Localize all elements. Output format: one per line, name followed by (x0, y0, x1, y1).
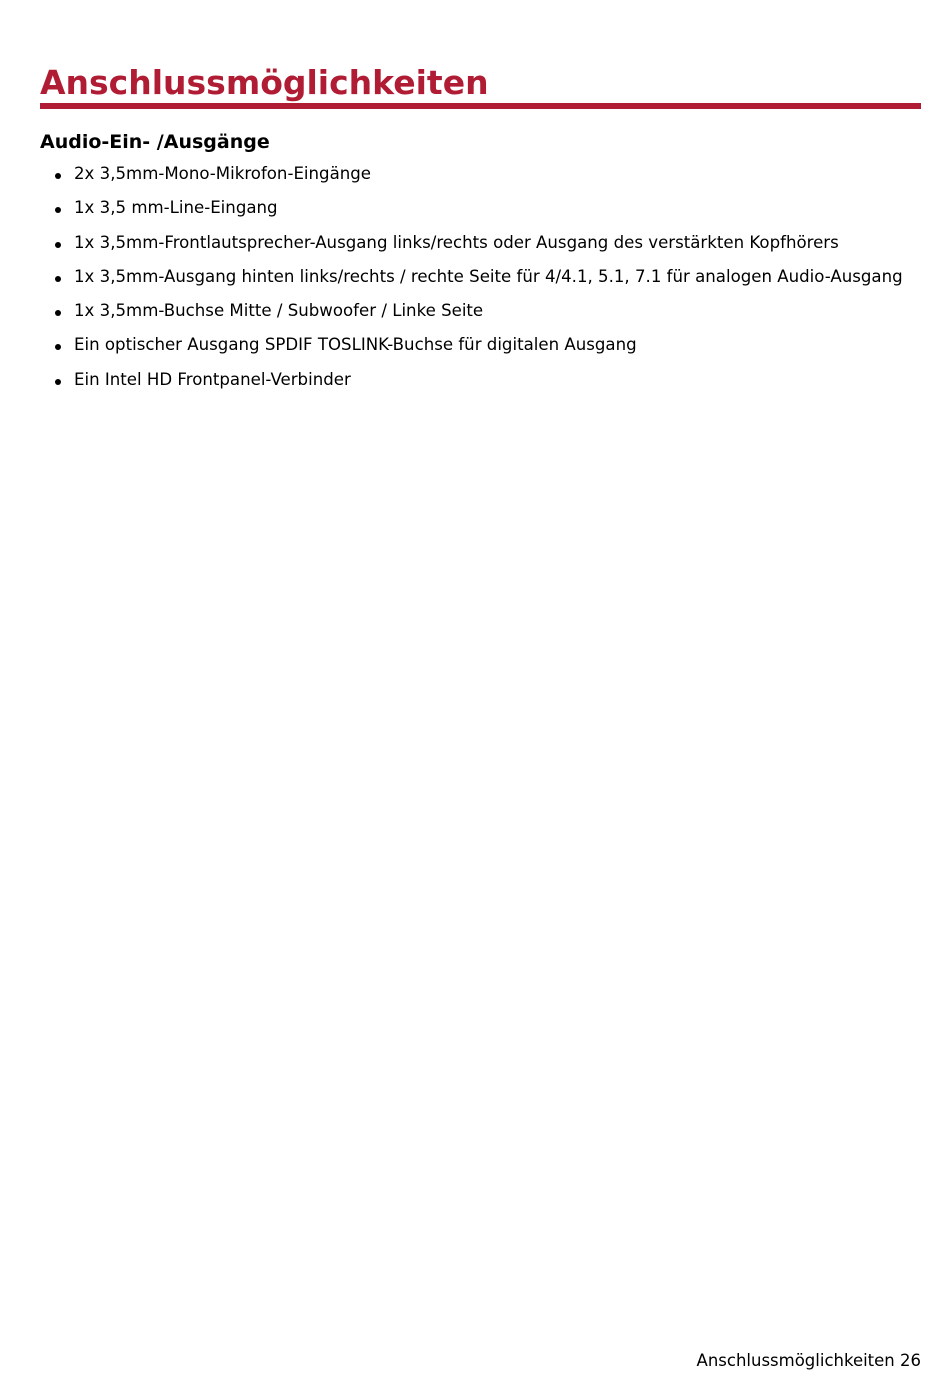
list-item (40, 332, 930, 366)
list-item-text: 1x 3,5mm-Frontlautsprecher-Ausgang links/rechts oder Ausgang des verstärkten Kopfhörers (74, 232, 839, 252)
bullet-icon (55, 344, 61, 350)
section-heading: Audio-Ein- /Ausgänge (40, 131, 270, 153)
bullet-icon (55, 276, 61, 282)
page-title: Anschlussmöglichkeiten (40, 63, 489, 102)
bullet-icon (55, 310, 61, 316)
list-item-text: 1x 3,5 mm-Line-Eingang (74, 198, 278, 218)
feature-list (40, 161, 930, 401)
list-item (40, 230, 930, 264)
list-item-text: Ein Intel HD Frontpanel-Verbinder (74, 369, 351, 389)
page-footer: Anschlussmöglichkeiten 26 (696, 1351, 921, 1370)
bullet-icon (55, 242, 61, 248)
list-item-text: 1x 3,5mm-Ausgang hinten links/rechts / rechte Seite für 4/4.1, 5.1, 7.1 für analogen Audio-Ausgang (74, 266, 903, 286)
bullet-icon (55, 379, 61, 385)
list-item (40, 298, 930, 332)
list-item (40, 195, 930, 229)
bullet-icon (55, 207, 61, 213)
list-item (40, 367, 930, 401)
title-divider (40, 103, 921, 109)
list-item-text: Ein optischer Ausgang SPDIF TOSLINK-Buchse für digitalen Ausgang (74, 335, 637, 355)
list-item (40, 161, 930, 195)
list-item-text: 1x 3,5mm-Buchse Mitte / Subwoofer / Linke Seite (74, 301, 484, 321)
list-item-text: 2x 3,5mm-Mono-Mikrofon-Eingänge (74, 164, 372, 183)
list-item (40, 264, 930, 298)
bullet-icon (55, 173, 61, 179)
